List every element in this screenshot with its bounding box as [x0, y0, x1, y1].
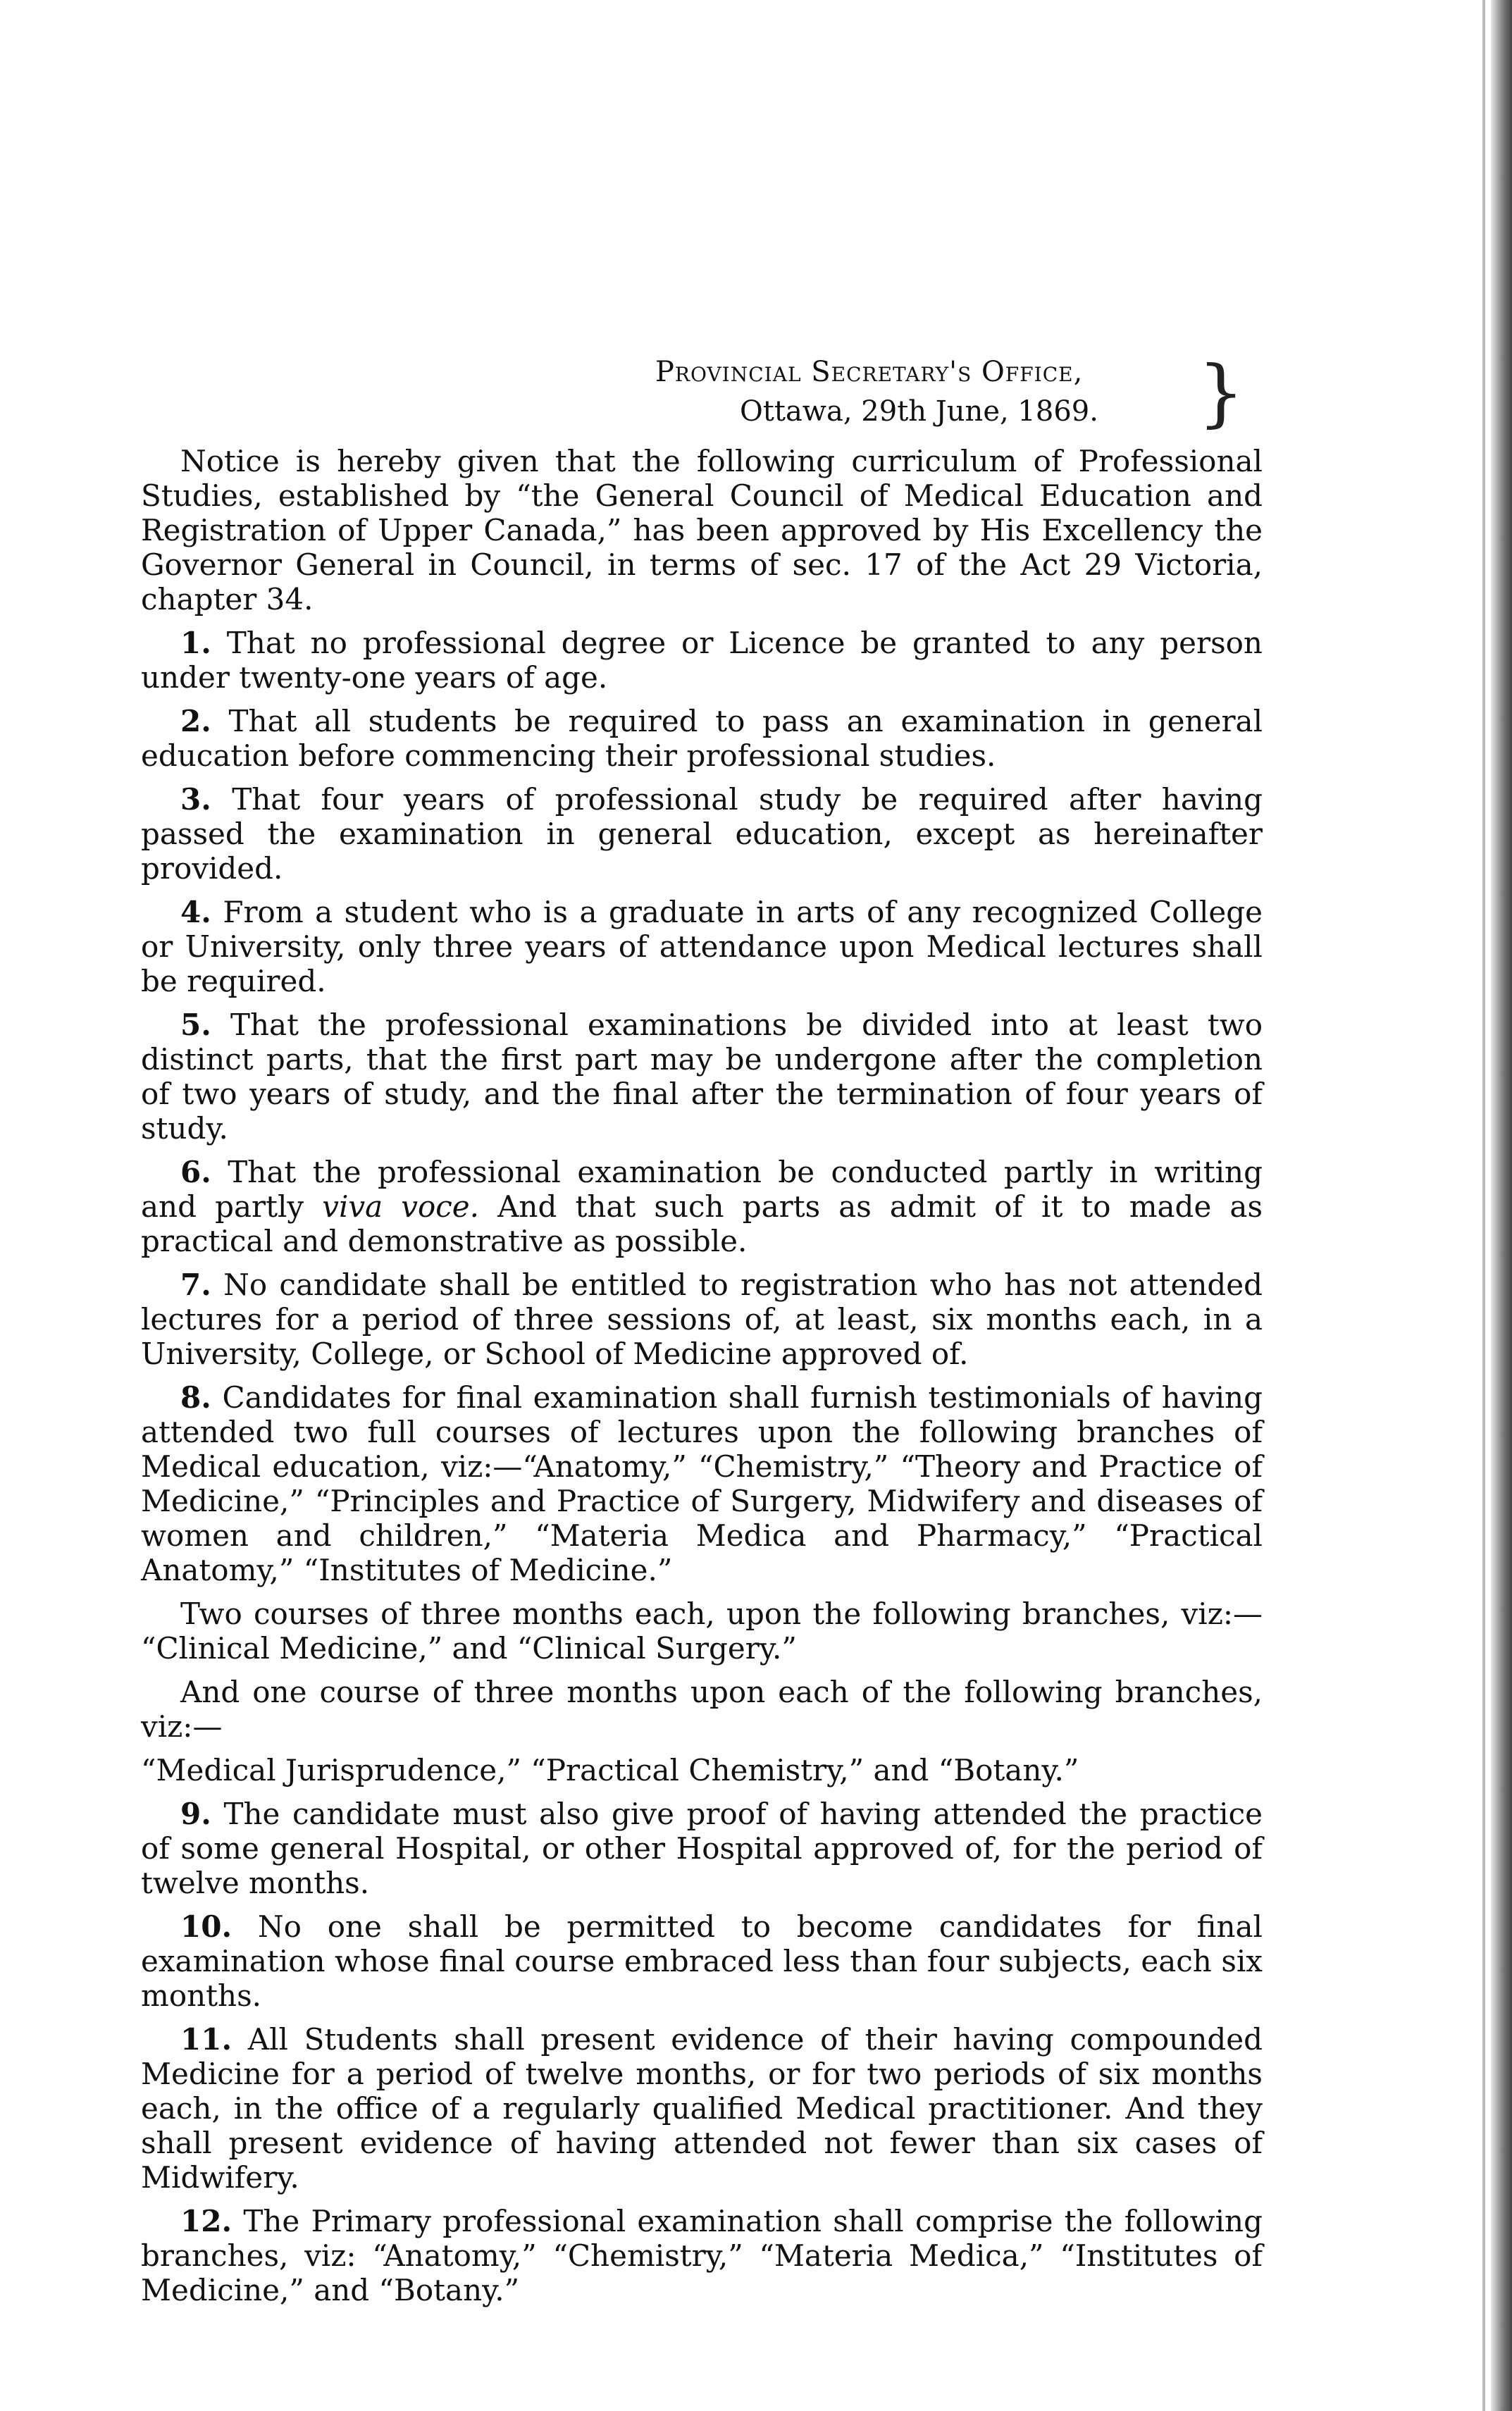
- section-text: And that such parts as admit of it to made as practical and demonstrative as possible.: [141, 1189, 1263, 1258]
- section-number: 1.: [180, 626, 211, 660]
- section-2: [141, 704, 1263, 773]
- document-body: [141, 444, 1263, 2307]
- section-number: 8.: [180, 1380, 211, 1415]
- section-1: [141, 626, 1263, 695]
- section-8-branches: “Medical Jurisprudence,” “Practical Chemistry,” and “Botany.”: [141, 1753, 1079, 1787]
- section-8-one-course: And one course of three months upon each of the following branches, viz:—: [141, 1675, 1263, 1744]
- page-edge: [1491, 0, 1512, 2411]
- section-text: All Students shall present evidence of their having compounded Medicine for a period of twelve months, or for two periods of six months each, in the office of a regularly qualified Medical practitioner. And they shall present evidence of having attended not fewer than six cases of Midwifery.: [141, 2022, 1263, 2195]
- section-number: 4.: [180, 895, 211, 929]
- section-text: No candidate shall be entitled to registration who has not attended lectures for a period of three sessions of, at least, six months each, in a University, College, or School of Medicine approved of.: [141, 1268, 1263, 1371]
- section-text: That no professional degree or Licence be granted to any person under twenty-one years of age.: [141, 626, 1263, 695]
- letterhead: [655, 352, 1233, 431]
- intro-paragraph: Notice is hereby given that the following curriculum of Professional Studies, established by “the General Council of Medical Education and Registration of Upper Canada,” has been approved by His Excellency the Governor General in Council, in terms of sec. 17 of the Act 29 Victoria, chapter 34.: [141, 444, 1263, 616]
- section-text: The Primary professional examination shall comprise the following branches, viz: “Anatomy,” “Chemistry,” “Materia Medica,” “Institutes of Medicine,” and “Botany.”: [141, 2204, 1263, 2307]
- section-4: [141, 895, 1263, 998]
- section-5: [141, 1008, 1263, 1146]
- section-number: 6.: [180, 1155, 211, 1189]
- section-7: [141, 1268, 1263, 1371]
- section-text: That the professional examinations be divided into at least two distinct parts, that the first part may be undergone after the completion of two years of study, and the final after the termination of four years of study.: [141, 1008, 1263, 1146]
- section-text: No one shall be permitted to become candidates for final examination whose final course embraced less than four subjects, each six months.: [141, 1909, 1263, 2013]
- section-text-italic: viva voce.: [322, 1189, 479, 1224]
- section-number: 10.: [180, 1909, 233, 1944]
- brace-glyph: }: [1198, 349, 1245, 435]
- office-name: Provincial Secretary's Office,: [655, 356, 1084, 388]
- section-text: That the professional examination be conducted partly in writing and partly: [141, 1155, 1263, 1224]
- section-9: [141, 1797, 1263, 1900]
- section-number: 2.: [180, 704, 211, 738]
- section-number: 3.: [180, 782, 211, 817]
- section-12: [141, 2204, 1263, 2307]
- section-text: Candidates for final examination shall furnish testimonials of having attended two full courses of lectures upon the following branches of Medical education, viz:—“Anatomy,” “Chemistry,” “Theory and Practice of Medicine,” “Principles and Practice of Surgery, Midwifery and diseases of women and children,” “Materia Medica and Pharmacy,” “Practical Anatomy,” “Institutes of Medicine.”: [141, 1380, 1263, 1587]
- page-edge-shadow: [1482, 0, 1485, 2411]
- section-text: That all students be required to pass an examination in general education before commencing their professional studies.: [141, 704, 1263, 773]
- section-10: [141, 1909, 1263, 2013]
- section-text: The candidate must also give proof of having attended the practice of some general Hospital, or other Hospital approved of, for the period of twelve months.: [141, 1797, 1263, 1900]
- section-8: [141, 1380, 1263, 1587]
- place-date: Ottawa, 29th June, 1869.: [740, 395, 1098, 428]
- section-text: From a student who is a graduate in arts of any recognized College or University, only three years of attendance upon Medical lectures shall be required.: [141, 895, 1263, 998]
- section-8-clinical: Two courses of three months each, upon the following branches, viz:— “Clinical Medicine,” and “Clinical Surgery.”: [141, 1597, 1263, 1666]
- section-number: 7.: [180, 1268, 211, 1302]
- section-number: 11.: [180, 2022, 233, 2057]
- section-number: 5.: [180, 1008, 211, 1042]
- section-6: [141, 1155, 1263, 1258]
- section-text: That four years of professional study be required after having passed the examination in general education, except as hereinafter provided.: [141, 782, 1263, 886]
- section-number: 9.: [180, 1797, 211, 1831]
- section-11: [141, 2022, 1263, 2195]
- section-number: 12.: [180, 2204, 233, 2238]
- section-3: [141, 782, 1263, 886]
